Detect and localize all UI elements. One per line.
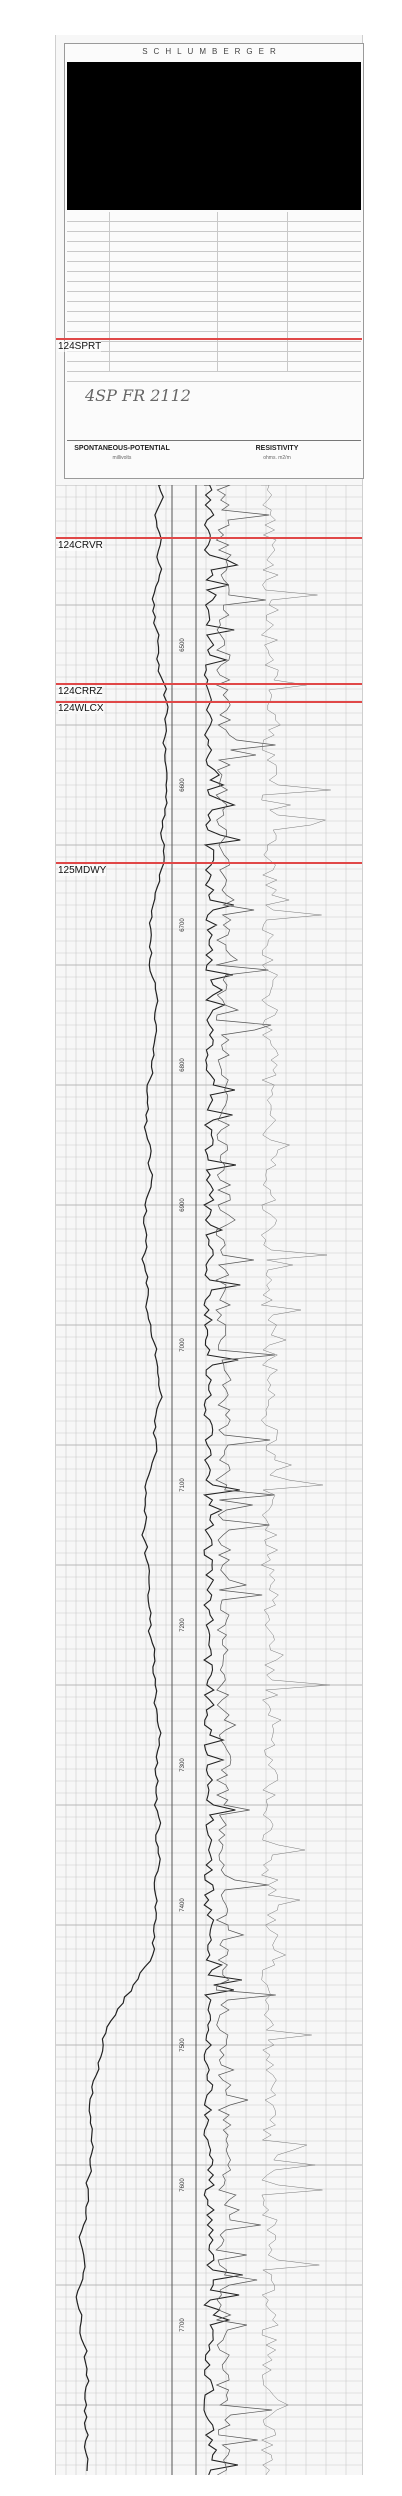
track-headers xyxy=(67,440,361,477)
formation-marker-label: 124CRRZ xyxy=(58,686,103,697)
formation-marker-line xyxy=(56,537,362,539)
header-row xyxy=(67,322,361,332)
header-info-table xyxy=(67,212,361,372)
depth-label: 7500 xyxy=(180,2038,186,2052)
formation-marker-line xyxy=(56,862,362,864)
formation-marker-label: 124CRVR xyxy=(58,540,103,551)
header-row xyxy=(67,352,361,362)
sp-track-title: SPONTANEOUS-POTENTIAL xyxy=(74,445,170,452)
depth-label: 7200 xyxy=(180,1618,186,1632)
header-row xyxy=(67,342,361,352)
depth-label: 7700 xyxy=(180,2318,186,2332)
header-row xyxy=(67,372,361,382)
formation-marker-line xyxy=(56,683,362,685)
handwritten-note: 4SP FR 2112 xyxy=(85,386,191,405)
depth-label: 6700 xyxy=(180,918,186,932)
log-sheet xyxy=(55,35,363,2475)
header-row xyxy=(67,302,361,312)
depth-label: 7100 xyxy=(180,1478,186,1492)
formation-marker-line xyxy=(56,338,362,340)
header-row xyxy=(67,262,361,272)
depth-label: 6500 xyxy=(180,638,186,652)
formation-marker-label: 124SPRT xyxy=(58,341,102,352)
header-row xyxy=(67,312,361,322)
header-row xyxy=(67,272,361,282)
depth-label: 6900 xyxy=(180,1198,186,1212)
header-row xyxy=(67,222,361,232)
log-header xyxy=(64,43,364,479)
depth-label: 7000 xyxy=(180,1338,186,1352)
sp-curve xyxy=(76,485,168,2471)
depth-label: 7300 xyxy=(180,1758,186,1772)
formation-marker-label: 124WLCX xyxy=(58,703,104,714)
redacted-block xyxy=(67,62,361,210)
header-row xyxy=(67,362,361,372)
well-log-chart xyxy=(56,485,362,2475)
header-row xyxy=(67,212,361,222)
sp-track-units: millivolts xyxy=(112,455,132,461)
header-row xyxy=(67,252,361,262)
header-row xyxy=(67,292,361,302)
res-track-units: ohms. m2/m xyxy=(263,455,291,461)
header-row xyxy=(67,332,361,342)
header-row xyxy=(67,232,361,242)
depth-label: 7600 xyxy=(180,2178,186,2192)
brand-title: SCHLUMBERGER xyxy=(142,47,282,56)
depth-label: 6800 xyxy=(180,1058,186,1072)
formation-marker-label: 125MDWY xyxy=(58,865,107,876)
header-row xyxy=(67,242,361,252)
res-track-title: RESISTIVITY xyxy=(255,445,299,452)
depth-label: 6600 xyxy=(180,778,186,792)
depth-label: 7400 xyxy=(180,1898,186,1912)
resistivity-curve-long xyxy=(261,485,331,2475)
header-row xyxy=(67,282,361,292)
